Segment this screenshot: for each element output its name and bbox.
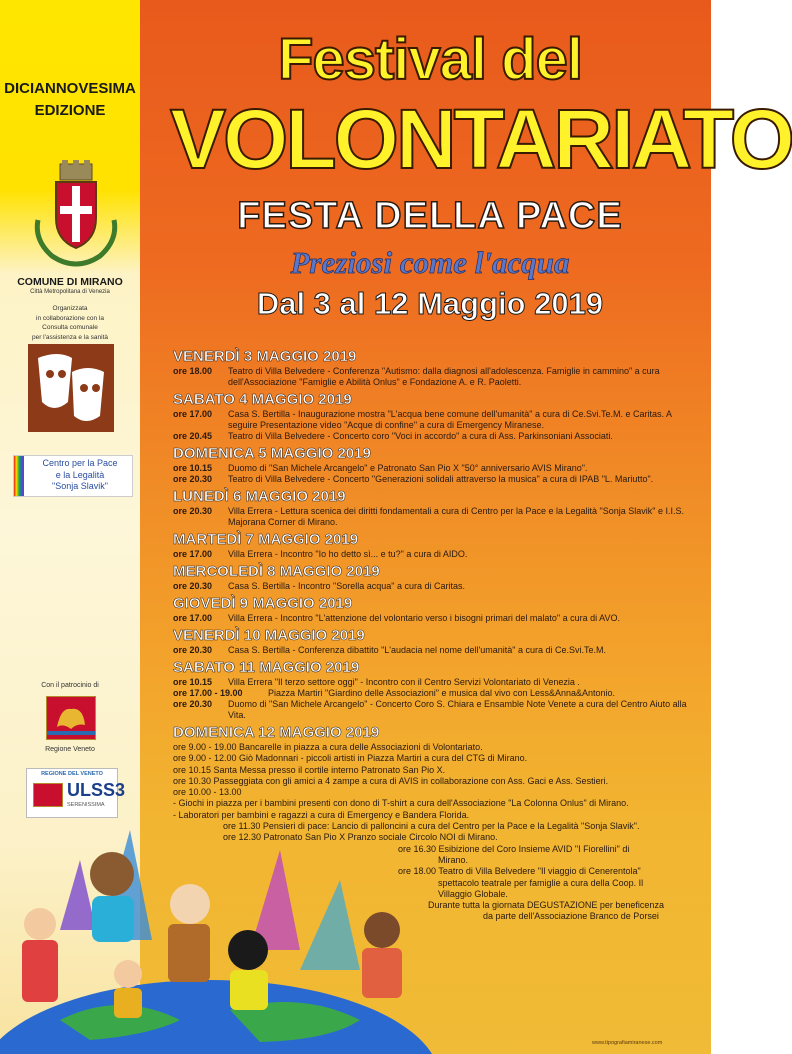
- program-day: [173, 391, 693, 442]
- event-time: ore 20.30: [173, 581, 213, 591]
- sunday-line: spettacolo teatrale per famiglie a cura della Coop. Il: [438, 877, 644, 888]
- event-time: ore 20.45: [173, 431, 213, 441]
- event-row: [173, 549, 693, 560]
- day-title: MARTEDÌ 7 MAGGIO 2019: [173, 531, 359, 548]
- ulss3-logo: [26, 768, 126, 818]
- sunday-line: Mirano.: [438, 854, 469, 865]
- event-description: Teatro di Villa Belvedere - Conferenza "Autismo: dalla diagnosi all'adolescenza. Famiglie in cammino" a cura dell'Associazione "Famiglie e Abilità Onlus" e Fondazione A. e R. Paoletti.: [228, 366, 660, 387]
- event-description: Casa S. Bertilla - Conferenza dibattito "L'audacia nel nome dell'umanità" a cura di Ce.Svi.Te.M.: [228, 645, 607, 655]
- event-description: Casa S. Bertilla - Inaugurazione mostra "L'acqua bene comune dell'umanità" a cura di Ce.Svi.Te.M. e Caritas. A seguire Presentazione video "Acque di confine" a cura di Emergency Miranese.: [228, 409, 672, 430]
- program-day: [173, 659, 693, 721]
- event-row: [173, 474, 693, 485]
- comune-name: COMUNE DI MIRANO: [17, 276, 123, 288]
- event-row: [173, 366, 693, 388]
- program-day: [173, 348, 693, 388]
- title-slogan: Preziosi come l'acqua: [290, 245, 570, 280]
- comune-subtitle: Città Metropolitana di Venezia: [30, 289, 110, 295]
- event-description: Teatro di Villa Belvedere - Concerto coro "Voci in accordo" a cura di Ass. Parkinsoniani Associati.: [228, 431, 613, 441]
- sunday-line: ore 18.00 Teatro di Villa Belvedere "Il viaggio di Cenerentola": [398, 866, 641, 877]
- sunday-line: Durante tutta la giornata DEGUSTAZIONE per beneficenza: [428, 900, 664, 911]
- program-day: [173, 627, 693, 656]
- day-title: SABATO 11 MAGGIO 2019: [173, 659, 360, 676]
- day-title: DOMENICA 5 MAGGIO 2019: [173, 445, 371, 462]
- sunday-line: - Laboratori per bambini e ragazzi a cura di Emergency e Bandera Florida.: [173, 809, 470, 820]
- centro-pace-text: [30, 458, 130, 493]
- event-time: ore 10.15: [173, 677, 213, 687]
- event-time: ore 20.30: [173, 474, 213, 484]
- event-time: ore 20.30: [173, 506, 213, 516]
- event-row: [173, 688, 693, 699]
- event-time: ore 10.15: [173, 463, 213, 473]
- edition-line2: EDIZIONE: [34, 102, 106, 119]
- org-line: Consulta comunale: [42, 324, 98, 331]
- program-day: [173, 595, 693, 624]
- veneto-lion-flag-icon: [46, 696, 96, 740]
- ulss-region: REGIONE DEL VENETO: [41, 771, 103, 777]
- event-description: Villa Errera - Lettura scenica dei diritti fondamentali a cura di Centro per la Pace e la Legalità "Sonja Slavik" e I.I.S. Majorana Corner di Mirano.: [228, 506, 684, 527]
- rainbow-bar-icon: [14, 456, 24, 496]
- sunday-line: - Giochi in piazza per i bambini presenti con dono di T-shirt a cura dell'Associazione "La Colonna Onlus" di Mirano.: [173, 798, 629, 809]
- event-description: Teatro di Villa Belvedere - Concerto "Generazioni solidali attraverso la musica" a cura di IPAB "L. Mariutto".: [228, 474, 654, 484]
- day-title: MERCOLEDÌ 8 MAGGIO 2019: [173, 563, 380, 580]
- title-festa-pace: FESTA DELLA PACE: [237, 195, 623, 237]
- centro-pace-logo: [13, 455, 133, 497]
- event-row: [173, 645, 693, 656]
- consulta-masks-logo-icon: [28, 344, 114, 432]
- event-time: ore 20.30: [173, 645, 213, 655]
- org-line: Organizzata: [52, 305, 88, 312]
- children-world-illustration-icon: [0, 820, 420, 1054]
- festival-dates: Dal 3 al 12 Maggio 2019: [256, 286, 604, 321]
- regione-caption: Regione Veneto: [45, 746, 95, 753]
- sunday-line: Villaggio Globale.: [438, 888, 508, 899]
- event-time: ore 20.30: [173, 699, 213, 709]
- event-row: [173, 677, 693, 688]
- event-row: [173, 506, 693, 528]
- program-day: [173, 445, 693, 485]
- event-time: ore 17.00: [173, 549, 213, 559]
- event-row: [173, 463, 693, 474]
- pace-line: "Sonja Slavik": [52, 481, 108, 491]
- sunday-line: ore 16.30 Esibizione del Coro Insieme AVID "I Fiorellini" di: [398, 843, 630, 854]
- event-time: ore 17.00: [173, 613, 213, 623]
- pace-line: Centro per la Pace: [42, 458, 118, 468]
- sunday-line: ore 10.00 - 13.00: [173, 787, 242, 798]
- title-festival: Festival del: [278, 27, 582, 92]
- event-row: [173, 699, 693, 721]
- printer-credit: www.tipografiamiranese.com: [592, 1040, 663, 1046]
- program-day: [173, 563, 693, 592]
- pace-line: e la Legalità: [55, 469, 105, 480]
- sunday-line: ore 10.15 Santa Messa presso il cortile interno Patronato San Pio X.: [173, 764, 446, 775]
- sunday-line: ore 9.00 - 19.00 Bancarelle in piazza a cura delle Associazioni di Volontariato.: [173, 742, 483, 752]
- event-time: ore 17.00 - 19.00: [173, 688, 243, 698]
- sunday-line: da parte dell'Associazione Branco de Porsei: [483, 911, 659, 922]
- sunday-line: ore 12.30 Patronato San Pio X Pranzo sociale Circolo NOI di Mirano.: [223, 832, 498, 843]
- event-row: [173, 409, 693, 431]
- ulss-sub: SERENISSIMA: [67, 802, 105, 808]
- event-description: Villa Errera "Il terzo settore oggi" - Incontro con il Centro Servizi Volontariato di Venezia .: [228, 677, 580, 687]
- event-description: Piazza Martiri "Giardino delle Associazioni" e musica dal vivo con Less&Anna&Antonio.: [268, 688, 616, 698]
- day-title: VENERDÌ 3 MAGGIO 2019: [173, 348, 357, 365]
- event-description: Villa Errera - Incontro "L'attenzione del volontario verso i bisogni primari del malato" a cura di AVO.: [228, 613, 620, 623]
- event-row: [173, 581, 693, 592]
- organizer-note: [0, 304, 140, 342]
- day-title: GIOVEDÌ 9 MAGGIO 2019: [173, 595, 353, 612]
- edition-label: [2, 78, 138, 122]
- ulss-lion-icon: [33, 783, 63, 807]
- ulss-name: ULSS3: [67, 780, 126, 800]
- event-time: ore 17.00: [173, 409, 213, 419]
- comune-crest-icon: [30, 160, 122, 268]
- sunday-line: ore 10.30 Passeggiata con gli amici a 4 zampe a cura di AVIS in collaborazione con Ass. Gaci e Ass. Sestieri.: [173, 775, 609, 786]
- patronage-label: Con il patrocinio di: [41, 682, 99, 689]
- event-time: ore 18.00: [173, 366, 213, 376]
- day-title: DOMENICA 12 MAGGIO 2019: [173, 724, 380, 741]
- event-description: Duomo di "San Michele Arcangelo" - Concerto Coro S. Chiara e Ensamble Note Venete a cura del Centro Aiuto alla Vita.: [228, 699, 687, 720]
- event-description: Villa Errera - Incontro "Io ho detto sì... e tu?" a cura di AIDO.: [228, 549, 468, 559]
- edition-line1: DICIANNOVESIMA: [4, 80, 136, 97]
- day-title: SABATO 4 MAGGIO 2019: [173, 391, 352, 408]
- event-description: Duomo di "San Michele Arcangelo" e Patronato San Pio X "50° anniversario AVIS Mirano".: [228, 463, 588, 473]
- org-line: per l'assistenza e la sanità: [31, 333, 109, 341]
- sunday-line: ore 11.30 Pensieri di pace: Lancio di palloncini a cura del Centro per la Pace e la Legalità "Sonja Slavik".: [223, 821, 640, 832]
- event-row: [173, 431, 693, 442]
- day-title: LUNEDÌ 6 MAGGIO 2019: [173, 488, 346, 505]
- program-day: [173, 488, 693, 528]
- day-title: VENERDÌ 10 MAGGIO 2019: [173, 627, 365, 644]
- program-day: [173, 531, 693, 560]
- event-row: [173, 613, 693, 624]
- title-volontariato: VOLONTARIATO: [170, 92, 792, 186]
- event-description: Casa S. Bertilla - Incontro "Sorella acqua" a cura di Caritas.: [228, 581, 465, 591]
- sunday-line: ore 9.00 - 12.00 Giò Madonnari - piccoli artisti in Piazza Martiri a cura del CTG di Mirano.: [173, 753, 528, 764]
- org-line: in collaborazione con la: [36, 314, 104, 322]
